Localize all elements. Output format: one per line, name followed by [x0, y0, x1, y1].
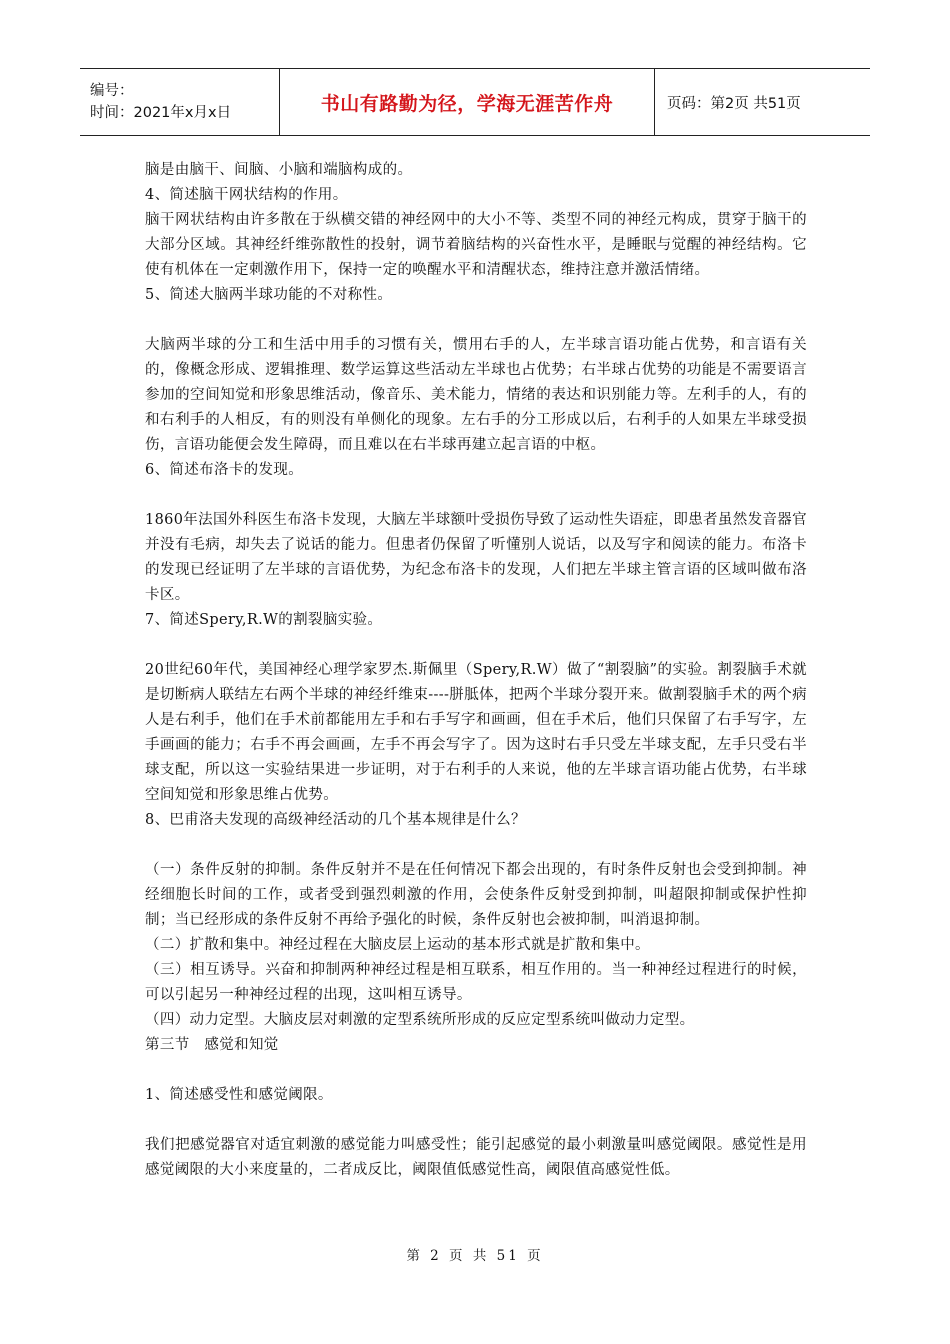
page-header: [80, 68, 870, 136]
page-footer: 第 2 页 共 51 页: [406, 1248, 544, 1264]
paragraph: 大脑两半球的分工和生活中用手的习惯有关，惯用右手的人，左半球言语功能占优势，和言语有关的，像概念形成、逻辑推理、数学运算这些活动左半球也占优势；右半球占优势的功能是不需要语言参加的空间知觉和形象思维活动，像音乐、美术能力，情绪的表达和识别能力等。左利手的人，有的和右利手的人相反，有的则没有单侧化的现象。左右手的分工形成以后，右利手的人如果左半球受损伤，言语功能便会发生障碍，而且难以在右半球再建立起言语的中枢。: [145, 337, 807, 453]
paragraph: （二）扩散和集中。神经过程在大脑皮层上运动的基本形式就是扩散和集中。: [145, 937, 650, 953]
blank-line: [145, 1108, 807, 1133]
document-date: 时间：2021年x月x日: [90, 105, 232, 121]
header-page-number: 页码：第2页 共51页: [667, 95, 801, 112]
paragraph: 脑干网状结构由许多散在于纵横交错的神经网中的大小不等、类型不同的神经元构成，贯穿于脑干的大部分区域。其神经纤维弥散性的投射，调节着脑结构的兴奋性水平，是睡眠与觉醒的神经结构。它使有机体在一定刺激作用下，保持一定的唤醒水平和清醒状态，维持注意并激活情绪。: [145, 212, 807, 278]
document-body: [145, 158, 807, 1183]
paragraph: 我们把感觉器官对适宜刺激的感觉能力叫感受性；能引起感觉的最小刺激量叫感觉阈限。感觉性是用感觉阈限的大小来度量的，二者成反比，阈限值低感觉性高，阈限值高感觉性低。: [145, 1137, 807, 1178]
blank-line: [145, 1058, 807, 1083]
question-heading: 6、简述布洛卡的发现。: [145, 462, 304, 478]
question-heading: 1、简述感受性和感觉阈限。: [145, 1087, 333, 1103]
paragraph: （四）动力定型。大脑皮层对刺激的定型系统所形成的反应定型系统叫做动力定型。: [145, 1012, 695, 1028]
paragraph: 20世纪60年代，美国神经心理学家罗杰.斯佩里（Spery,R.W）做了“割裂脑”的实验。割裂脑手术就是切断病人联结左右两个半球的神经纤维束----胼胝体，把两个半球分裂开来。做割裂脑手术的两个病人是右利手，他们在手术前都能用左手和右手写字和画画，但在手术后，他们只保留了右手写字，左手画画的能力；右手不再会画画，左手不再会写字了。因为这时右手只受左半球支配，左手只受右半球支配，所以这一实验结果进一步证明，对于右利手的人来说，他的左半球言语功能占优势，右半球空间知觉和形象思维占优势。: [145, 662, 807, 803]
header-motto: 书山有路勤为径，学海无涯苦作舟: [280, 69, 655, 135]
paragraph: （三）相互诱导。兴奋和抑制两种神经过程是相互联系，相互作用的。当一种神经过程进行的时候，可以引起另一种神经过程的出现，这叫相互诱导。: [145, 962, 807, 1003]
header-meta: [80, 69, 280, 135]
paragraph: 脑是由脑干、间脑、小脑和端脑构成的。: [145, 162, 413, 178]
blank-line: [145, 483, 807, 508]
paragraph: （一）条件反射的抑制。条件反射并不是在任何情况下都会出现的，有时条件反射也会受到抑制。神经细胞长时间的工作，或者受到强烈刺激的作用，会使条件反射受到抑制，叫超限抑制或保护性抑制；当已经形成的条件反射不再给予强化的时候，条件反射也会被抑制，叫消退抑制。: [145, 862, 807, 928]
paragraph: 1860年法国外科医生布洛卡发现，大脑左半球额叶受损伤导致了运动性失语症，即患者虽然发音器官并没有毛病，却失去了说话的能力。但患者仍保留了听懂别人说话，以及写字和阅读的能力。布洛卡的发现已经证明了左半球的言语优势，为纪念布洛卡的发现，人们把左半球主管言语的区域叫做布洛卡区。: [145, 512, 807, 603]
question-heading: 4、简述脑干网状结构的作用。: [145, 187, 348, 203]
document-number: 编号：: [90, 83, 134, 99]
question-heading: 8、巴甫洛夫发现的高级神经活动的几个基本规律是什么？: [145, 812, 526, 828]
question-heading: 5、简述大脑两半球功能的不对称性。: [145, 287, 393, 303]
blank-line: [145, 833, 807, 858]
section-heading: 第三节 感觉和知觉: [145, 1037, 279, 1053]
blank-line: [145, 633, 807, 658]
question-heading: 7、简述Spery,R.W的割裂脑实验。: [145, 612, 383, 628]
blank-line: [145, 308, 807, 333]
